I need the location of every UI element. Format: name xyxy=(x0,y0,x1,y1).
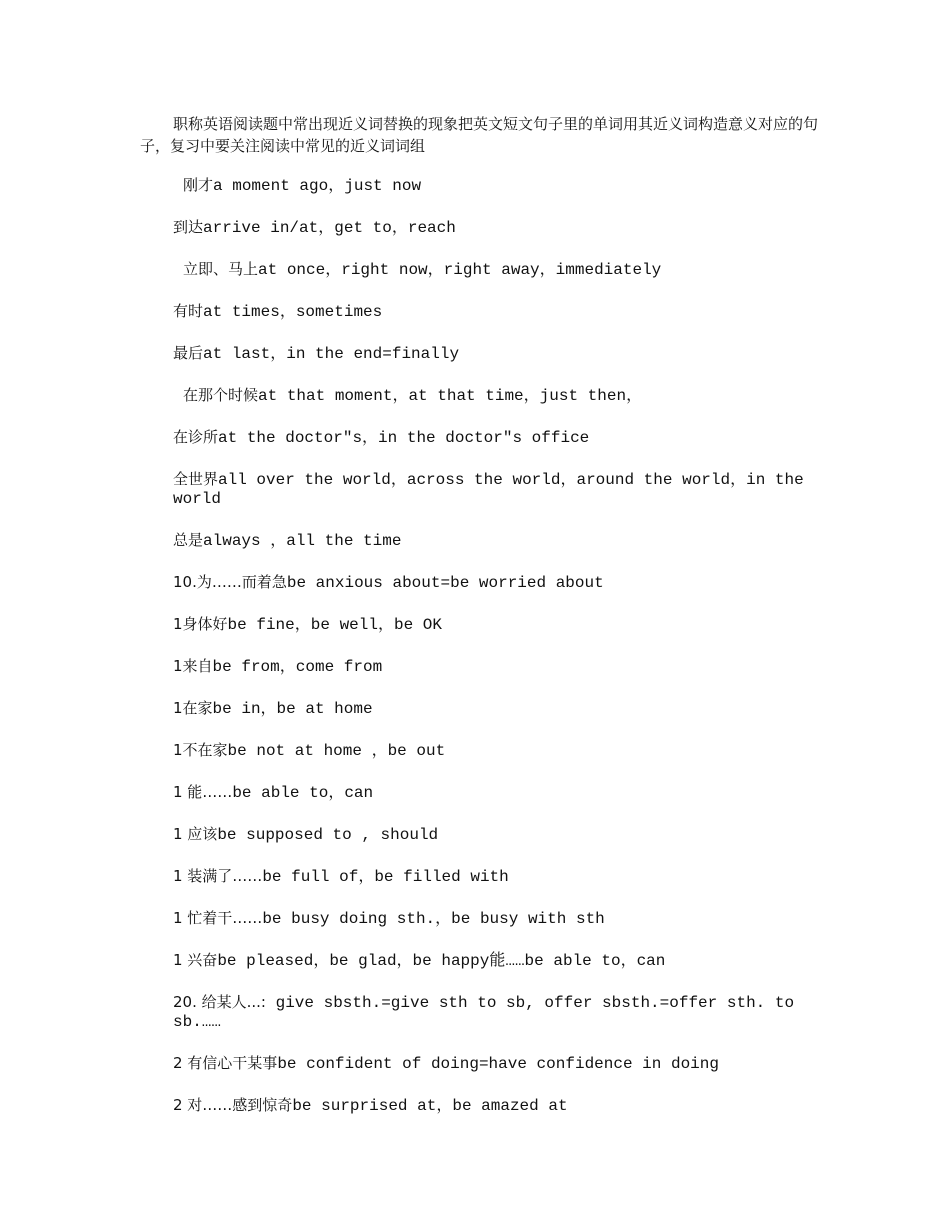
entry-label: 2 有信心干某事 xyxy=(173,1054,278,1072)
list-item xyxy=(140,867,820,887)
entry-text: at times，sometimes xyxy=(203,303,383,321)
list-item xyxy=(140,783,820,803)
list-item xyxy=(140,993,820,1032)
entry-label: 1 兴奋 xyxy=(173,951,218,969)
entry-text: at last，in the end=finally xyxy=(203,345,460,363)
list-item xyxy=(140,951,820,971)
entry-text: be anxious about=be worried about xyxy=(286,574,604,592)
entry-label: 1 能…… xyxy=(173,783,233,801)
list-item xyxy=(140,657,820,677)
entry-label: 1来自 xyxy=(173,657,213,675)
list-item xyxy=(140,699,820,719)
entry-text: arrive in/at，get to，reach xyxy=(203,219,456,237)
entry-label: 10.为……而着急 xyxy=(173,573,287,591)
entry-text: be not at home ，be out xyxy=(227,742,446,760)
entry-text: a moment ago，just now xyxy=(213,177,422,195)
list-item xyxy=(140,741,820,761)
entry-text: be surprised at，be amazed at xyxy=(292,1097,568,1115)
entry-label: 有时 xyxy=(173,302,204,320)
list-item xyxy=(140,386,820,406)
entry-label: 1 应该 xyxy=(173,825,218,843)
entry-label: 1不在家 xyxy=(173,741,228,759)
entry-label: 全世界 xyxy=(173,470,219,488)
list-item xyxy=(140,615,820,635)
list-item xyxy=(140,573,820,593)
entry-text: be from，come from xyxy=(212,658,383,676)
list-item xyxy=(140,470,820,509)
list-item xyxy=(140,1054,820,1074)
entry-label: 在那个时候 xyxy=(183,386,259,404)
entry-text: be in，be at home xyxy=(212,700,373,718)
entry-label: 刚才 xyxy=(183,176,214,194)
synonym-list xyxy=(140,176,820,1116)
entry-text: be busy doing sth.，be busy with sth xyxy=(262,910,605,928)
entry-text: always ，all the time xyxy=(203,532,402,550)
entry-label: 1身体好 xyxy=(173,615,228,633)
entry-text: be fine，be well，be OK xyxy=(227,616,442,634)
entry-text: at once，right now，right away，immediately xyxy=(258,261,662,279)
entry-text: all over the world，across the world，around the world，in the world xyxy=(173,471,814,508)
list-item xyxy=(140,302,820,322)
entry-label: 到达 xyxy=(173,218,204,236)
list-item xyxy=(140,909,820,929)
list-item xyxy=(140,344,820,364)
entry-text: at that moment，at that time，just then， xyxy=(258,387,643,405)
entry-text: be pleased，be glad，be happy能……be able to，can xyxy=(217,952,666,970)
list-item xyxy=(140,531,820,551)
list-item xyxy=(140,428,820,448)
list-item xyxy=(140,176,820,196)
entry-label: 最后 xyxy=(173,344,204,362)
entry-text: be confident of doing=have confidence in doing xyxy=(277,1055,719,1073)
entry-text: at the doctor"s，in the doctor"s office xyxy=(218,429,590,447)
entry-label: 1 装满了…… xyxy=(173,867,263,885)
entry-label: 在诊所 xyxy=(173,428,219,446)
entry-text: be supposed to , should xyxy=(217,826,439,844)
entry-text: be able to，can xyxy=(232,784,374,802)
entry-label: 总是 xyxy=(173,531,204,549)
list-item xyxy=(140,260,820,280)
intro-paragraph: 职称英语阅读题中常出现近义词替换的现象把英文短文句子里的单词用其近义词构造意义对应的句子，复习中要关注阅读中常见的近义词词组 xyxy=(140,115,819,155)
list-item xyxy=(140,825,820,845)
document-page xyxy=(140,113,820,1138)
entry-label: 立即、马上 xyxy=(183,260,259,278)
entry-label: 20. 给某人...: xyxy=(173,993,266,1011)
entry-text: give sbsth.=give sth to sb, offer sbsth.=offer sth. to sb.…… xyxy=(173,994,804,1031)
list-item xyxy=(140,1096,820,1116)
entry-label: 1 忙着干…… xyxy=(173,909,263,927)
entry-label: 2 对……感到惊奇 xyxy=(173,1096,293,1114)
list-item xyxy=(140,218,820,238)
entry-label: 1在家 xyxy=(173,699,213,717)
entry-text: be full of，be filled with xyxy=(262,868,509,886)
